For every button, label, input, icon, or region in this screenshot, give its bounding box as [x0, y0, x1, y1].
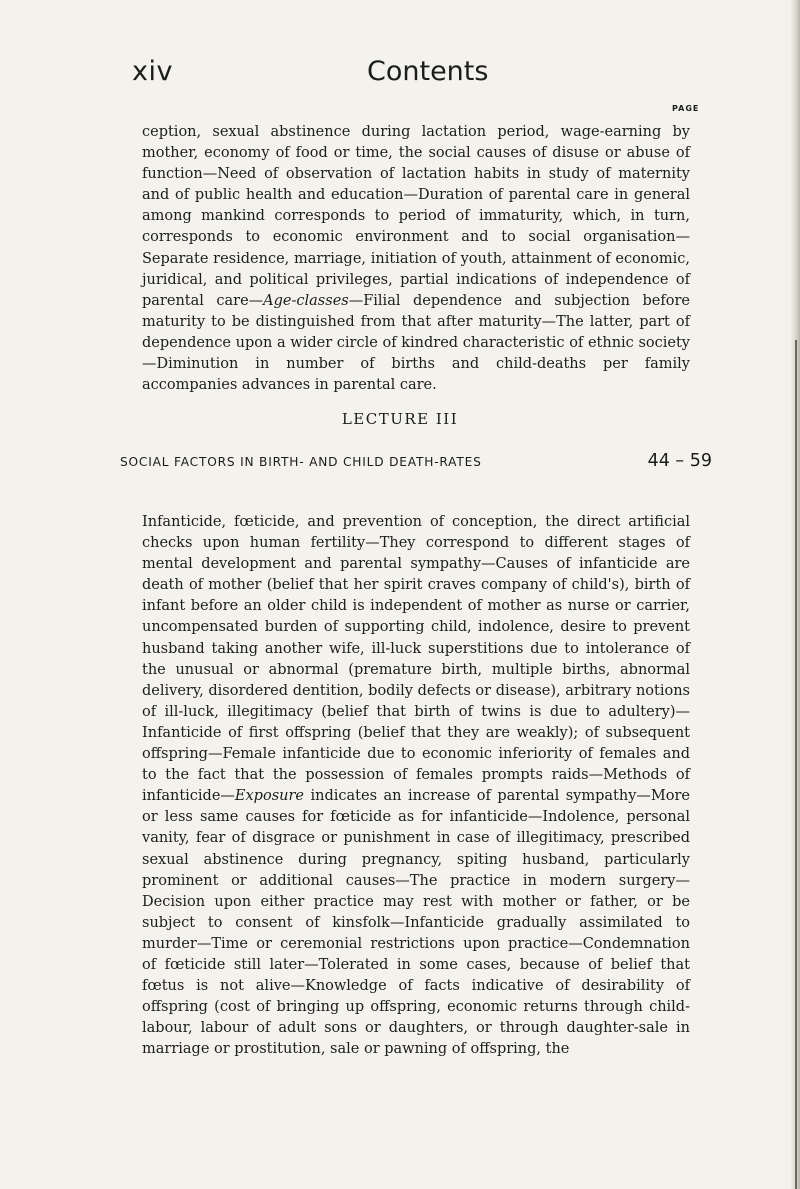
- continuation-text-part-2: —Filial dependence and subjection before maturity to be distinguished from that after maturity—The latter, part of dependence upon a wider circle of kindred characteristic of ethnic society—Diminution in number of births and child-deaths per family accompanies advances in parental care.: [142, 292, 690, 394]
- lecture-iii-summary: [142, 512, 690, 1060]
- running-head: [0, 56, 800, 96]
- page-folio: xiv: [132, 56, 173, 87]
- page-edge-line: [795, 340, 797, 1189]
- lecture-text-part-2: indicates an increase of parental sympathy—More or less same causes for fœticide as for infanticide—Indolence, personal vanity, fear of disgrace or punishment in case of illegitimacy, prescribed sexual abstinence during pregnancy, spiting husband, particularly prominent or additional causes—The practice in modern surgery—Decision upon either practice may rest with mother or father, or be subject to consent of kinsfolk—Infanticide gradually assimilated to murder—Time or ceremonial restrictions upon practice—Condemnation of fœticide still later—Tolerated in some cases, because of belief that fœtus is not alive—Knowledge of facts indicative of desirability of offspring (cost of bringing up offspring, economic returns through child-labour, labour of adult sons or daughters, or through daughter-sale in marriage or prostitution, sale or pawning of offspring, the: [142, 788, 690, 1058]
- continuation-text-part-1: ception, sexual abstinence during lactation period, wage-earning by mother, economy of food or time, the social causes of disuse or abuse of function—Need of observation of lactation habits in study of maternity and of public health and education—Duration of parental care in general among mankind corresponds to period of immaturity, which, in turn, corresponds to economic environment and to social organisation—Separate residence, marriage, initiation of youth, attainment of economic, juridical, and political privileges, partial indications of independence of parental care—: [142, 124, 690, 309]
- lecture-ii-summary-continuation: [142, 122, 690, 396]
- continuation-italic-term: Age-classes: [263, 292, 349, 309]
- lecture-heading: LECTURE III: [341, 410, 459, 428]
- running-title: Contents: [367, 56, 489, 87]
- page-column-label: PAGE: [672, 104, 700, 113]
- lecture-text-part-1: Infanticide, fœticide, and prevention of conception, the direct artificial checks upon human fertility—They correspond to different stages of mental development and parental sympathy—Causes of infanticide are death of mother (belief that her spirit craves company of child's), birth of infant before an older child is independent of mother as nurse or carrier, uncompensated burden of supporting child, indolence, desire to prevent husband taking another wife, ill-luck superstitions due to intolerance of the unusual or abnormal (premature birth, multiple births, abnormal delivery, disordered dentition, bodily defects or disease), arbitrary notions of ill-luck, illegitimacy (belief that birth of twins is due to adultery)—Infanticide of first offspring (belief that they are weakly); of subsequent offspring—Female infanticide due to economic inferiority of females and to the fact that the possession of females prompts raids—Methods of infanticide—: [142, 514, 690, 805]
- lecture-title-row: [120, 451, 712, 477]
- lecture-page-range: 44 – 59: [647, 451, 712, 471]
- lecture-title: SOCIAL FACTORS IN BIRTH- AND CHILD DEATH-RATES: [120, 455, 482, 469]
- lecture-italic-term: Exposure: [234, 788, 304, 805]
